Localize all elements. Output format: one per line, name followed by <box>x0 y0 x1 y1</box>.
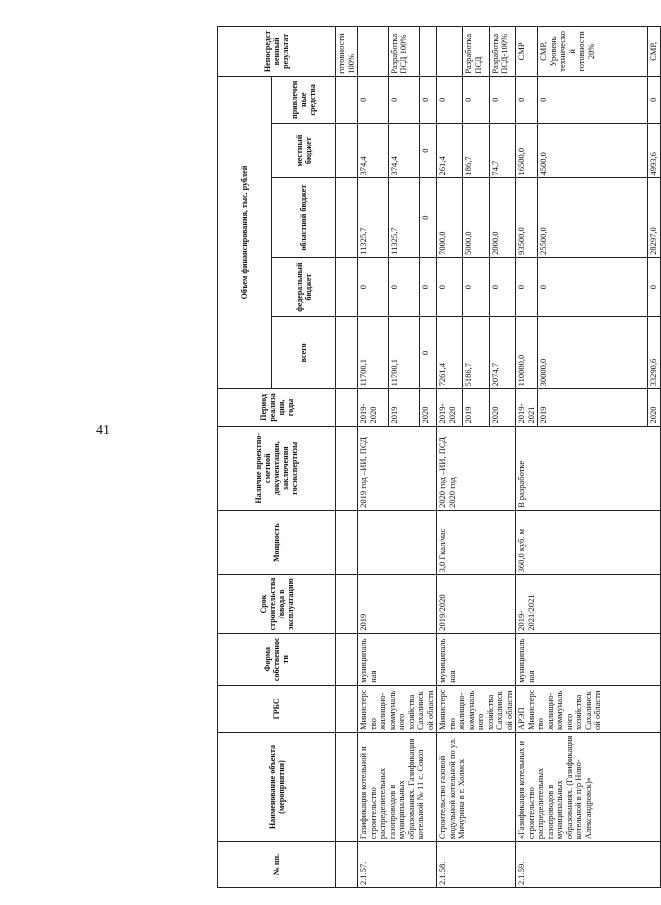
cell-federal: 0 <box>419 257 437 317</box>
header-total: всего <box>272 317 336 389</box>
cell-capacity <box>358 510 437 575</box>
cell-total: 2074,7 <box>489 317 515 389</box>
cell-period: 2020 <box>648 389 661 426</box>
cell-federal: 0 <box>437 257 463 317</box>
cell-local: 4500,0 <box>538 123 648 178</box>
cell-period: 2019 <box>538 389 648 426</box>
cell-term: 2019/2020 <box>437 575 516 633</box>
cell-regional: 11325,7 <box>388 178 419 257</box>
cell-total: 30000,0 <box>538 317 648 389</box>
cell-grbs: Министерство жилищно-коммунального хозяйства Сахалинской области <box>358 685 437 732</box>
cell-psd: 2019 год –ИИ, ПСД <box>358 426 437 510</box>
header-capacity: Мощность <box>218 510 336 575</box>
cell-total: 0 <box>419 317 437 389</box>
cell-total: 7261,4 <box>437 317 463 389</box>
cell-local: 16500,0 <box>516 123 538 178</box>
page-number: 41 <box>96 423 110 438</box>
cell-result <box>437 27 463 77</box>
cell-total: 33290,6 <box>648 317 661 389</box>
cell-regional: 28297,0 <box>648 178 661 257</box>
cell-local: 74,7 <box>489 123 515 178</box>
cell-local: 186,7 <box>463 123 489 178</box>
cell-term: 2019-2021/2021 <box>516 575 661 633</box>
header-attracted: привлеченные средства <box>272 76 336 123</box>
cell-period: 2019 <box>388 389 419 426</box>
cell-capacity: 3,0 Гкал/час <box>437 510 516 575</box>
cell-name: Газификация котельной и строительство распределительных газопроводов в муниципальных образованиях. Газификация котельной № 11 с. Сокол <box>358 732 437 841</box>
cell-attracted: 0 <box>388 76 419 123</box>
cell-grbs: АРЭП Министерство жилищно-коммунального хозяйства Сахалинской области <box>516 685 661 732</box>
cell-result <box>358 27 389 77</box>
cell-psd: В разработке <box>516 426 661 510</box>
financing-table <box>217 26 661 888</box>
cell-local: 374,4 <box>358 123 389 178</box>
table-row <box>437 27 463 888</box>
cell-regional: 7000,0 <box>437 178 463 257</box>
cell-result <box>419 27 437 77</box>
header-grbs: ГРБС <box>218 685 336 732</box>
cell-period: 2019-2021 <box>516 389 538 426</box>
cell-period: 2020 <box>419 389 437 426</box>
cell-num: 2.1.57. <box>358 842 437 888</box>
cell-psd: 2020 год –ИИ, ПСД 2020 год <box>437 426 516 510</box>
cell-federal: 0 <box>388 257 419 317</box>
rotated-table-container <box>217 26 658 888</box>
cell-regional: 0 <box>419 178 437 257</box>
cell-period: 2020 <box>489 389 515 426</box>
cell-result: Разработка ПСД 100% <box>388 27 419 77</box>
cell-federal: 0 <box>516 257 538 317</box>
cell-federal: 0 <box>538 257 648 317</box>
header-result: Непосредственный результат <box>218 27 336 77</box>
cell-regional: 11325,7 <box>358 178 389 257</box>
cell-period: 2019 <box>463 389 489 426</box>
header-local: местный бюджет <box>272 123 336 178</box>
header-name: Наименование объекта (мероприятия) <box>218 732 336 841</box>
cell-attracted: 0 <box>648 76 661 123</box>
cell-federal: 0 <box>358 257 389 317</box>
cell-attracted: 0 <box>489 76 515 123</box>
cell-name: Строительство газовой модульной котельной по ул. Мичурина в г. Холмск <box>437 732 516 841</box>
cell-ownership: муниципальная <box>358 633 437 685</box>
cell-total: 110000,0 <box>516 317 538 389</box>
cell-local: 0 <box>419 123 437 178</box>
cell-period: 2019-2020 <box>358 389 389 426</box>
header-ownership: Форма собственности <box>218 633 336 685</box>
table-row <box>516 27 538 888</box>
table-row <box>358 27 389 888</box>
cell-num: 2.1.58. <box>437 842 516 888</box>
cell-ownership: муниципальная <box>516 633 661 685</box>
header-num: № пп. <box>218 842 336 888</box>
cell-regional: 5000,0 <box>463 178 489 257</box>
cell-attracted: 0 <box>419 76 437 123</box>
header-period: Период реализации, годы <box>218 389 336 426</box>
cell-attracted: 0 <box>538 76 648 123</box>
cell-result: СМР <box>516 27 538 77</box>
cell-attracted: 0 <box>437 76 463 123</box>
cell-attracted: 0 <box>463 76 489 123</box>
cell-total: 11700,1 <box>358 317 389 389</box>
cell-result: Разработка ПСД-100% <box>489 27 515 77</box>
cell-federal: 0 <box>489 257 515 317</box>
header-regional: областной бюджет <box>272 178 336 257</box>
cell-ownership: муниципальная <box>437 633 516 685</box>
cell-result: Разработка ПСД <box>463 27 489 77</box>
cell-result: СМР, <box>648 27 661 77</box>
cell-federal: 0 <box>463 257 489 317</box>
cell-result: СМР, Уровень технической готовности 20% <box>538 27 648 77</box>
cell-name: «Газификация котельных и строительство распределительных газопроводов в муниципальных образованиях. (Газификация котельной в п/р Ново-Александровск)» <box>516 732 661 841</box>
cell-attracted: 0 <box>358 76 389 123</box>
cell-capacity: 360,0 куб. м <box>516 510 661 575</box>
cell-grbs: Министерство жилищно-коммунального хозяйства Сахалинской области <box>437 685 516 732</box>
cell-local: 374,4 <box>388 123 419 178</box>
cell-regional: 93500,0 <box>516 178 538 257</box>
cell-num: 2.1.59. <box>516 842 661 888</box>
cell-regional: 2000,0 <box>489 178 515 257</box>
cell-federal: 0 <box>648 257 661 317</box>
cell-term: 2019 <box>358 575 437 633</box>
cell-total: 11700,1 <box>388 317 419 389</box>
header-term: Срок строительства/ввода в эксплуатацию <box>218 575 336 633</box>
cell-total: 5186,7 <box>463 317 489 389</box>
cell-attracted: 0 <box>516 76 538 123</box>
cell-result: готовности 100% <box>336 27 358 77</box>
cell-local: 4993,6 <box>648 123 661 178</box>
table-row <box>336 27 358 888</box>
header-psd: Наличие проектно-сметной документации, заключения госэкспертизы <box>218 426 336 510</box>
header-federal: федеральный бюджет <box>272 257 336 317</box>
cell-period: 2019-2020 <box>437 389 463 426</box>
header-financing: Объем финансирования, тыс. рублей <box>218 76 272 389</box>
cell-regional: 25500,0 <box>538 178 648 257</box>
cell-local: 261,4 <box>437 123 463 178</box>
